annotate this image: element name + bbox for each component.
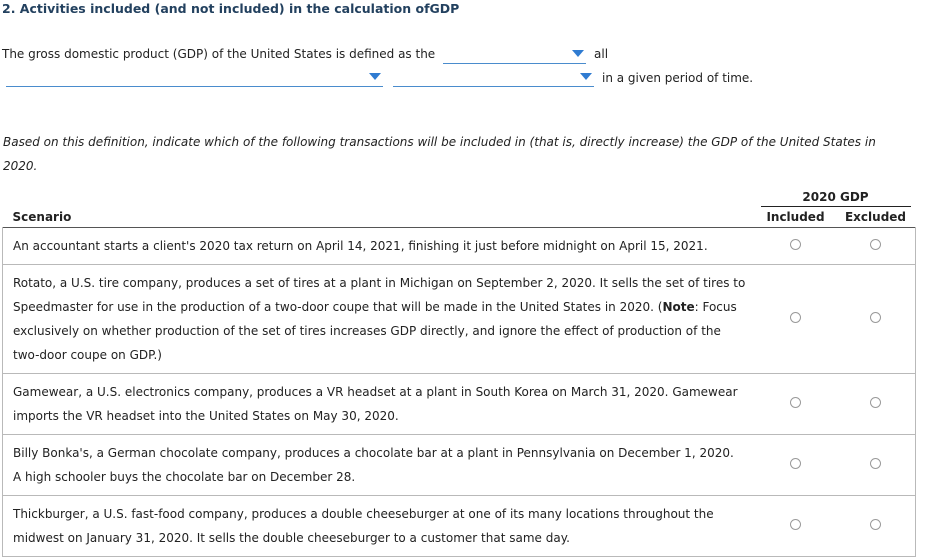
scenario-text: Gamewear, a U.S. electronics company, produces a VR headset at a plant in South Korea on March 31, 2020. Gamewear imports the VR headset into the United States on May 30, 2020. [3, 373, 756, 434]
instruction-text: Based on this definition, indicate which of the following transactions will be included in (that is, directly increase) the GDP of the United States in 2020. [3, 135, 876, 173]
included-radio[interactable] [790, 458, 801, 469]
included-radio[interactable] [790, 312, 801, 323]
included-radio[interactable] [790, 519, 801, 530]
question-title: 2. Activities included (and not included) in the calculation ofGDP [2, 1, 460, 16]
scenario-text: Billy Bonka's, a German chocolate company, produces a chocolate bar at a plant in Pennsylvania on December 1, 2020. A high schooler buys the chocolate bar on December 28. [3, 434, 756, 495]
excluded-radio[interactable] [870, 458, 881, 469]
definition-dropdown-3[interactable] [393, 67, 594, 87]
excluded-radio[interactable] [870, 239, 881, 250]
scenario-text: Rotato, a U.S. tire company, produces a set of tires at a plant in Michigan on September 2, 2020. It sells the set of tires to Speedmaster for use in the production of a two-door coupe that will be made in the United States in 2020. (Note: Focus exclusively on whether production of the set of tires increases GDP directly, and ignore the effect of production of the two-door coupe on GDP.) [3, 264, 756, 373]
scenario-text: An accountant starts a client's 2020 tax return on April 14, 2021, finishing it just before midnight on April 15, 2021. [3, 227, 756, 264]
chevron-down-icon [580, 73, 592, 80]
scenario-text: Thickburger, a U.S. fast-food company, produces a double cheeseburger at one of its many locations throughout the midwest on January 31, 2020. It sells the double cheeseburger to a customer that same day. [3, 495, 756, 556]
table-row [3, 495, 916, 556]
table-row [3, 264, 916, 373]
excluded-radio[interactable] [870, 397, 881, 408]
definition-text-2: all [594, 47, 609, 61]
included-radio[interactable] [790, 239, 801, 250]
table-row [3, 373, 916, 434]
definition-text-3: in a given period of time. [602, 71, 754, 85]
scenario-header: Scenario [12, 209, 72, 224]
definition-dropdown-2[interactable] [6, 67, 383, 87]
excluded-radio[interactable] [870, 312, 881, 323]
chevron-down-icon [369, 73, 381, 80]
table-row [3, 434, 916, 495]
gdp-table [2, 186, 916, 557]
chevron-down-icon [572, 50, 584, 57]
included-radio[interactable] [790, 397, 801, 408]
included-header: Included [766, 209, 825, 224]
definition-text-1: The gross domestic product (GDP) of the United States is defined as the [2, 47, 436, 61]
table-row [3, 227, 916, 264]
excluded-radio[interactable] [870, 519, 881, 530]
group-header: 2020 GDP [756, 186, 916, 207]
definition-dropdown-1[interactable] [443, 44, 586, 64]
excluded-header: Excluded [844, 209, 907, 224]
